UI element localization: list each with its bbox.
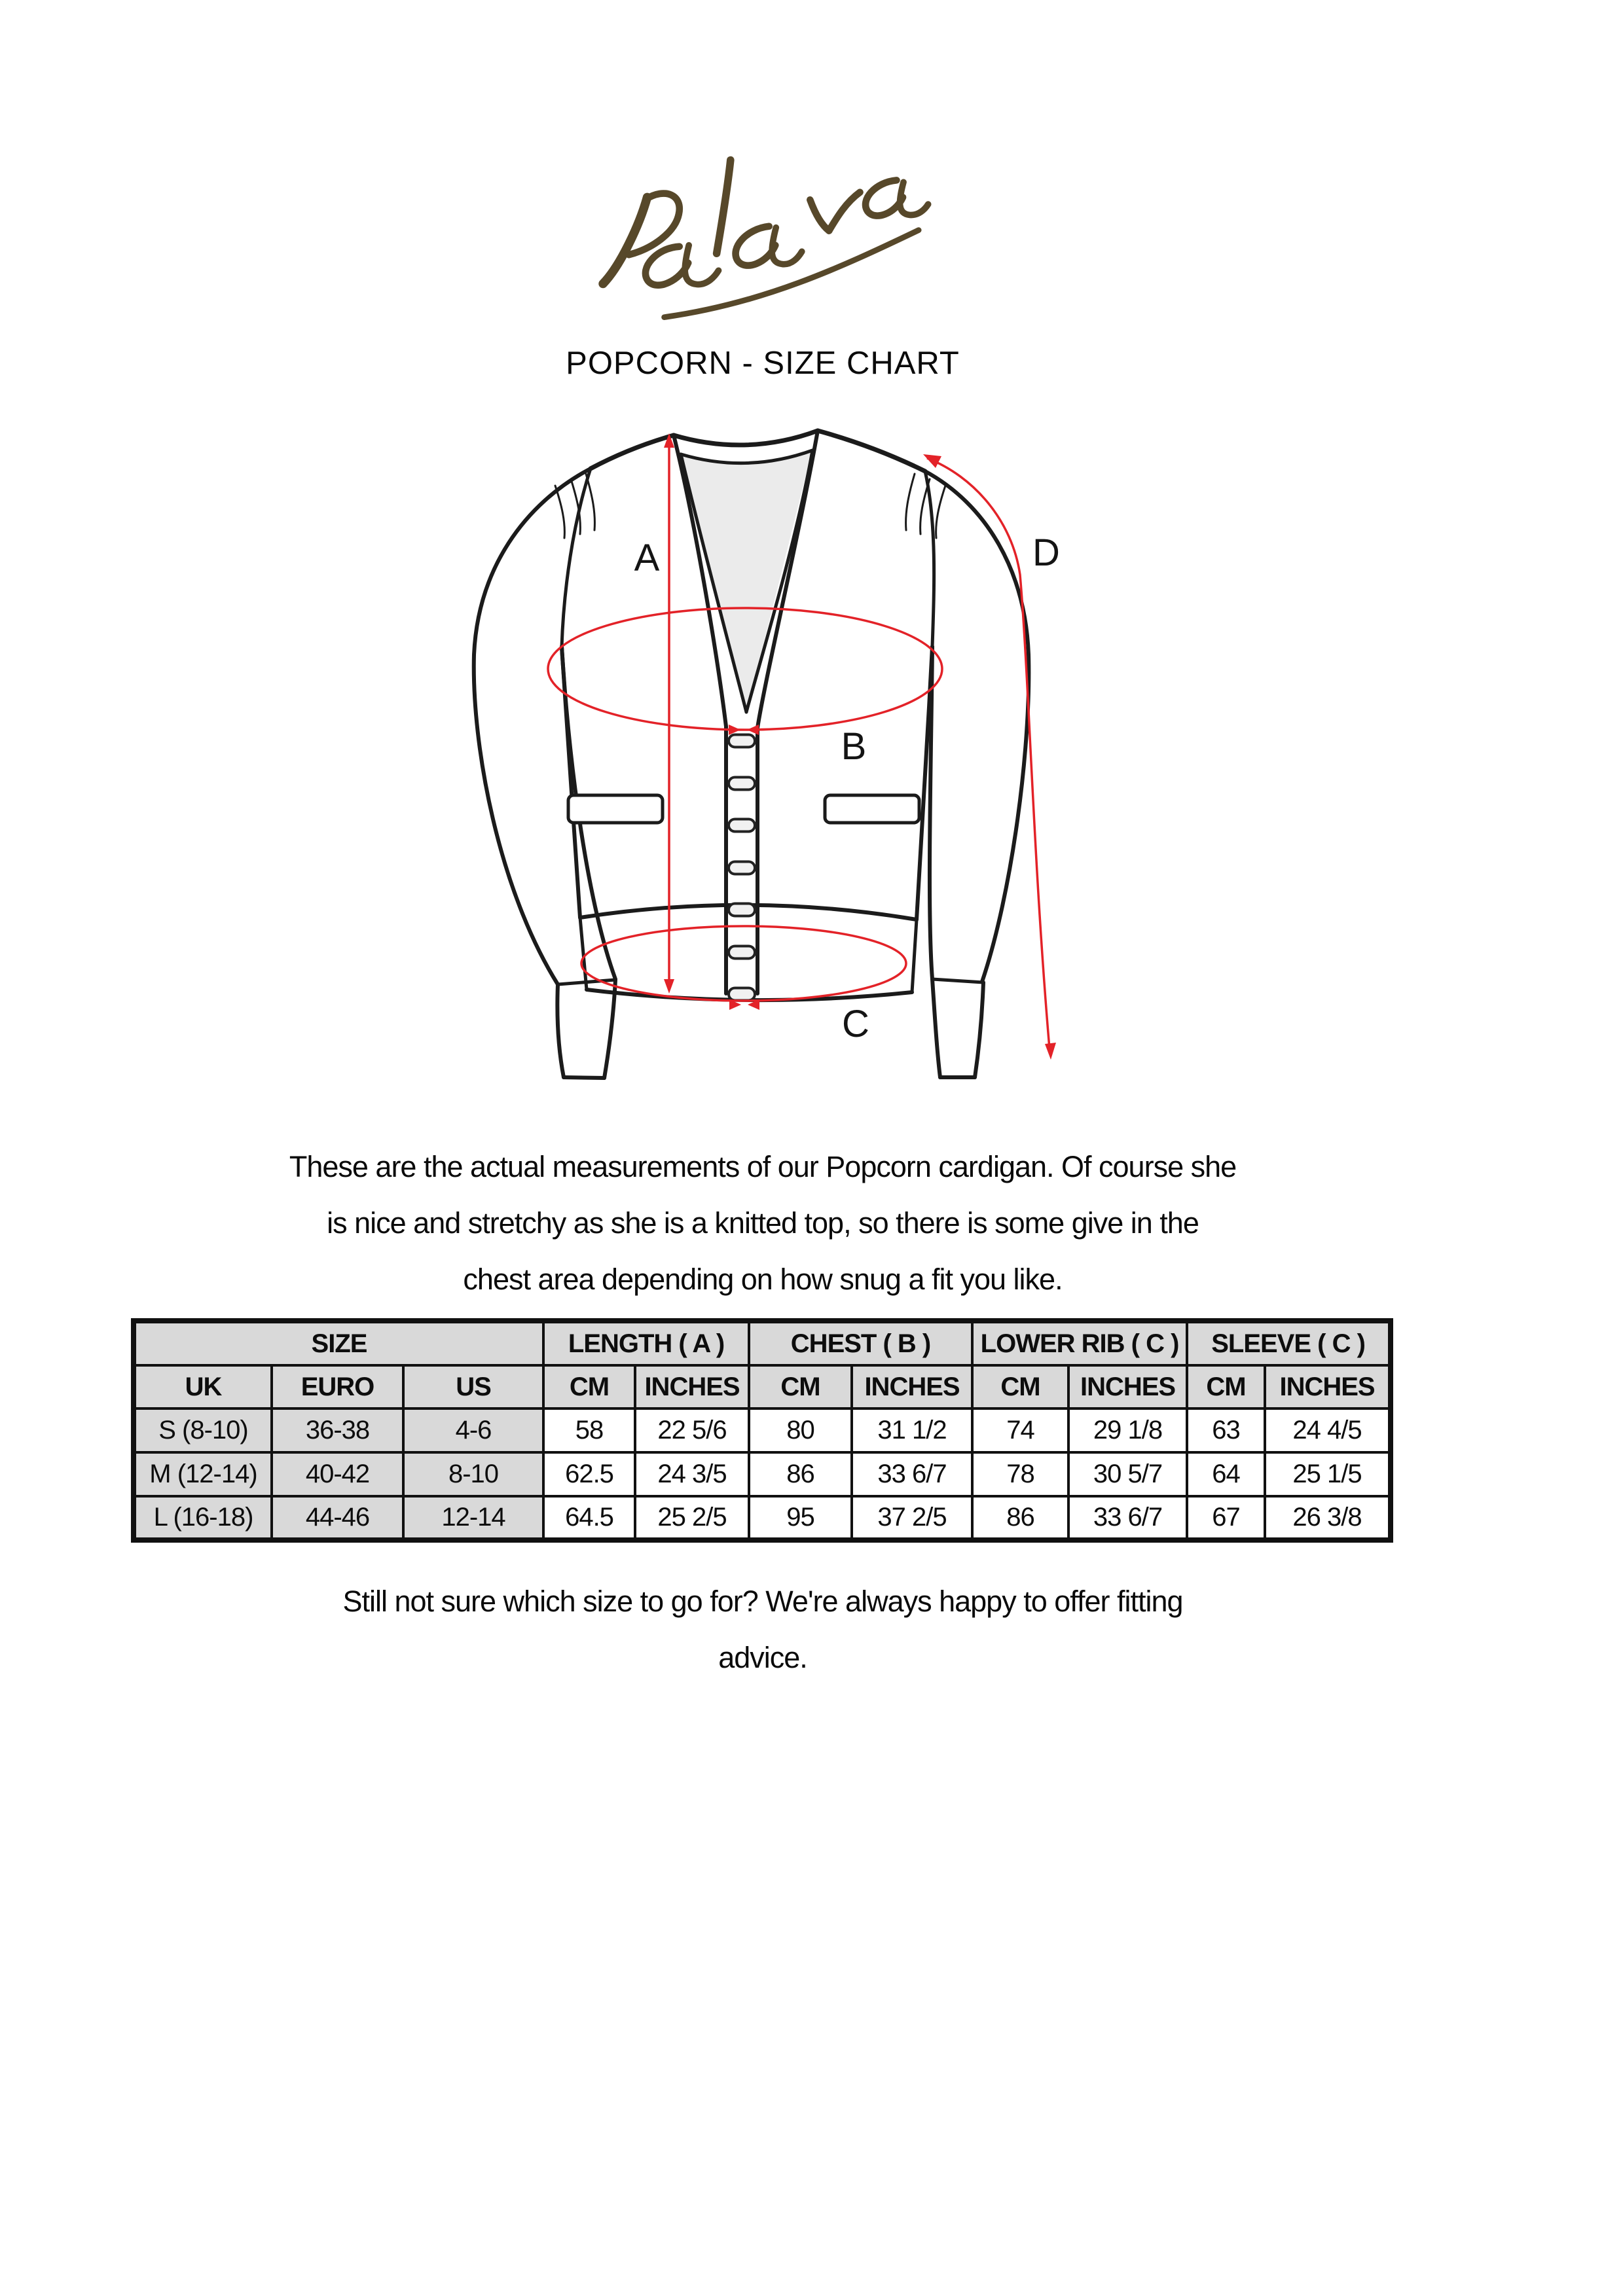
col-header-inches: INCHES <box>1068 1365 1187 1408</box>
col-header-inches: INCHES <box>635 1365 749 1408</box>
button <box>729 862 755 874</box>
cell-lower-rib-cm: 86 <box>972 1496 1068 1540</box>
col-header-inches: INCHES <box>1265 1365 1391 1408</box>
cell-sleeve-inches: 24 4/5 <box>1265 1408 1391 1452</box>
cell-length-inches: 25 2/5 <box>635 1496 749 1540</box>
intro-line: chest area depending on how snug a fit you like. <box>463 1263 1063 1296</box>
cell-euro: 44-46 <box>272 1496 403 1540</box>
cell-sleeve-inches: 26 3/8 <box>1265 1496 1391 1540</box>
cell-euro: 36-38 <box>272 1408 403 1452</box>
table-row-medium <box>134 1452 1391 1496</box>
cell-chest-cm: 86 <box>749 1452 852 1496</box>
col-header-cm: CM <box>1187 1365 1265 1408</box>
col-header-us: US <box>403 1365 543 1408</box>
cell-length-inches: 22 5/6 <box>635 1408 749 1452</box>
button <box>729 946 755 959</box>
table-group-header-row <box>134 1321 1391 1365</box>
size-table <box>131 1318 1393 1543</box>
cell-us: 12-14 <box>403 1496 543 1540</box>
table-row-large <box>134 1496 1391 1540</box>
col-header-cm: CM <box>543 1365 635 1408</box>
cell-lower-rib-inches: 30 5/7 <box>1068 1452 1187 1496</box>
cell-uk: L (16-18) <box>134 1496 272 1540</box>
cell-sleeve-cm: 63 <box>1187 1408 1265 1452</box>
group-header-size: SIZE <box>134 1321 543 1365</box>
cell-chest-inches: 33 6/7 <box>852 1452 972 1496</box>
cell-uk: S (8-10) <box>134 1408 272 1452</box>
fitting-line: advice. <box>718 1641 807 1674</box>
label-chest-b: B <box>841 725 867 768</box>
cell-chest-inches: 31 1/2 <box>852 1408 972 1452</box>
cell-lower-rib-cm: 78 <box>972 1452 1068 1496</box>
cell-length-cm: 62.5 <box>543 1452 635 1496</box>
cell-length-cm: 64.5 <box>543 1496 635 1540</box>
page-title: POPCORN - SIZE CHART <box>566 346 960 381</box>
label-lower-rib-c: C <box>842 1003 869 1045</box>
palava-logo <box>586 152 939 329</box>
fitting-line: Still not sure which size to go for? We're always happy to offer fitting <box>342 1585 1183 1618</box>
cell-chest-cm: 95 <box>749 1496 852 1540</box>
button <box>729 778 755 790</box>
button <box>729 904 755 916</box>
group-header-sleeve: SLEEVE ( C ) <box>1187 1321 1391 1365</box>
cell-length-cm: 58 <box>543 1408 635 1452</box>
intro-text <box>0 1139 1525 1308</box>
cell-euro: 40-42 <box>272 1452 403 1496</box>
cell-lower-rib-cm: 74 <box>972 1408 1068 1452</box>
intro-line: These are the actual measurements of our Popcorn cardigan. Of course she <box>289 1150 1237 1183</box>
col-header-cm: CM <box>749 1365 852 1408</box>
label-sleeve-d: D <box>1032 531 1060 574</box>
cell-sleeve-cm: 67 <box>1187 1496 1265 1540</box>
cell-lower-rib-inches: 29 1/8 <box>1068 1408 1187 1452</box>
cell-chest-inches: 37 2/5 <box>852 1496 972 1540</box>
button-row <box>729 735 755 1001</box>
col-header-euro: EURO <box>272 1365 403 1408</box>
cell-us: 8-10 <box>403 1452 543 1496</box>
group-header-lower-rib: LOWER RIB ( C ) <box>972 1321 1187 1365</box>
group-header-chest: CHEST ( B ) <box>749 1321 972 1365</box>
intro-line: is nice and stretchy as she is a knitted top, so there is some give in the <box>327 1206 1199 1240</box>
button <box>729 735 755 747</box>
logo-swash <box>665 230 919 317</box>
left-pocket <box>568 795 663 823</box>
col-header-inches: INCHES <box>852 1365 972 1408</box>
cell-us: 4-6 <box>403 1408 543 1452</box>
fitting-advice-text <box>0 1573 1525 1686</box>
right-pocket <box>825 795 919 823</box>
button <box>729 988 755 1001</box>
table-column-header-row <box>134 1365 1391 1408</box>
logo-script-strokes <box>603 160 928 317</box>
cell-lower-rib-inches: 33 6/7 <box>1068 1496 1187 1540</box>
col-header-uk: UK <box>134 1365 272 1408</box>
cell-uk: M (12-14) <box>134 1452 272 1496</box>
table-row-small <box>134 1408 1391 1452</box>
neck-opening-fill <box>682 452 812 712</box>
cell-length-inches: 24 3/5 <box>635 1452 749 1496</box>
cell-chest-cm: 80 <box>749 1408 852 1452</box>
cell-sleeve-inches: 25 1/5 <box>1265 1452 1391 1496</box>
cell-sleeve-cm: 64 <box>1187 1452 1265 1496</box>
group-header-length: LENGTH ( A ) <box>543 1321 749 1365</box>
cardigan-diagram <box>458 406 1152 1100</box>
label-length-a: A <box>634 537 660 579</box>
button <box>729 819 755 832</box>
col-header-cm: CM <box>972 1365 1068 1408</box>
